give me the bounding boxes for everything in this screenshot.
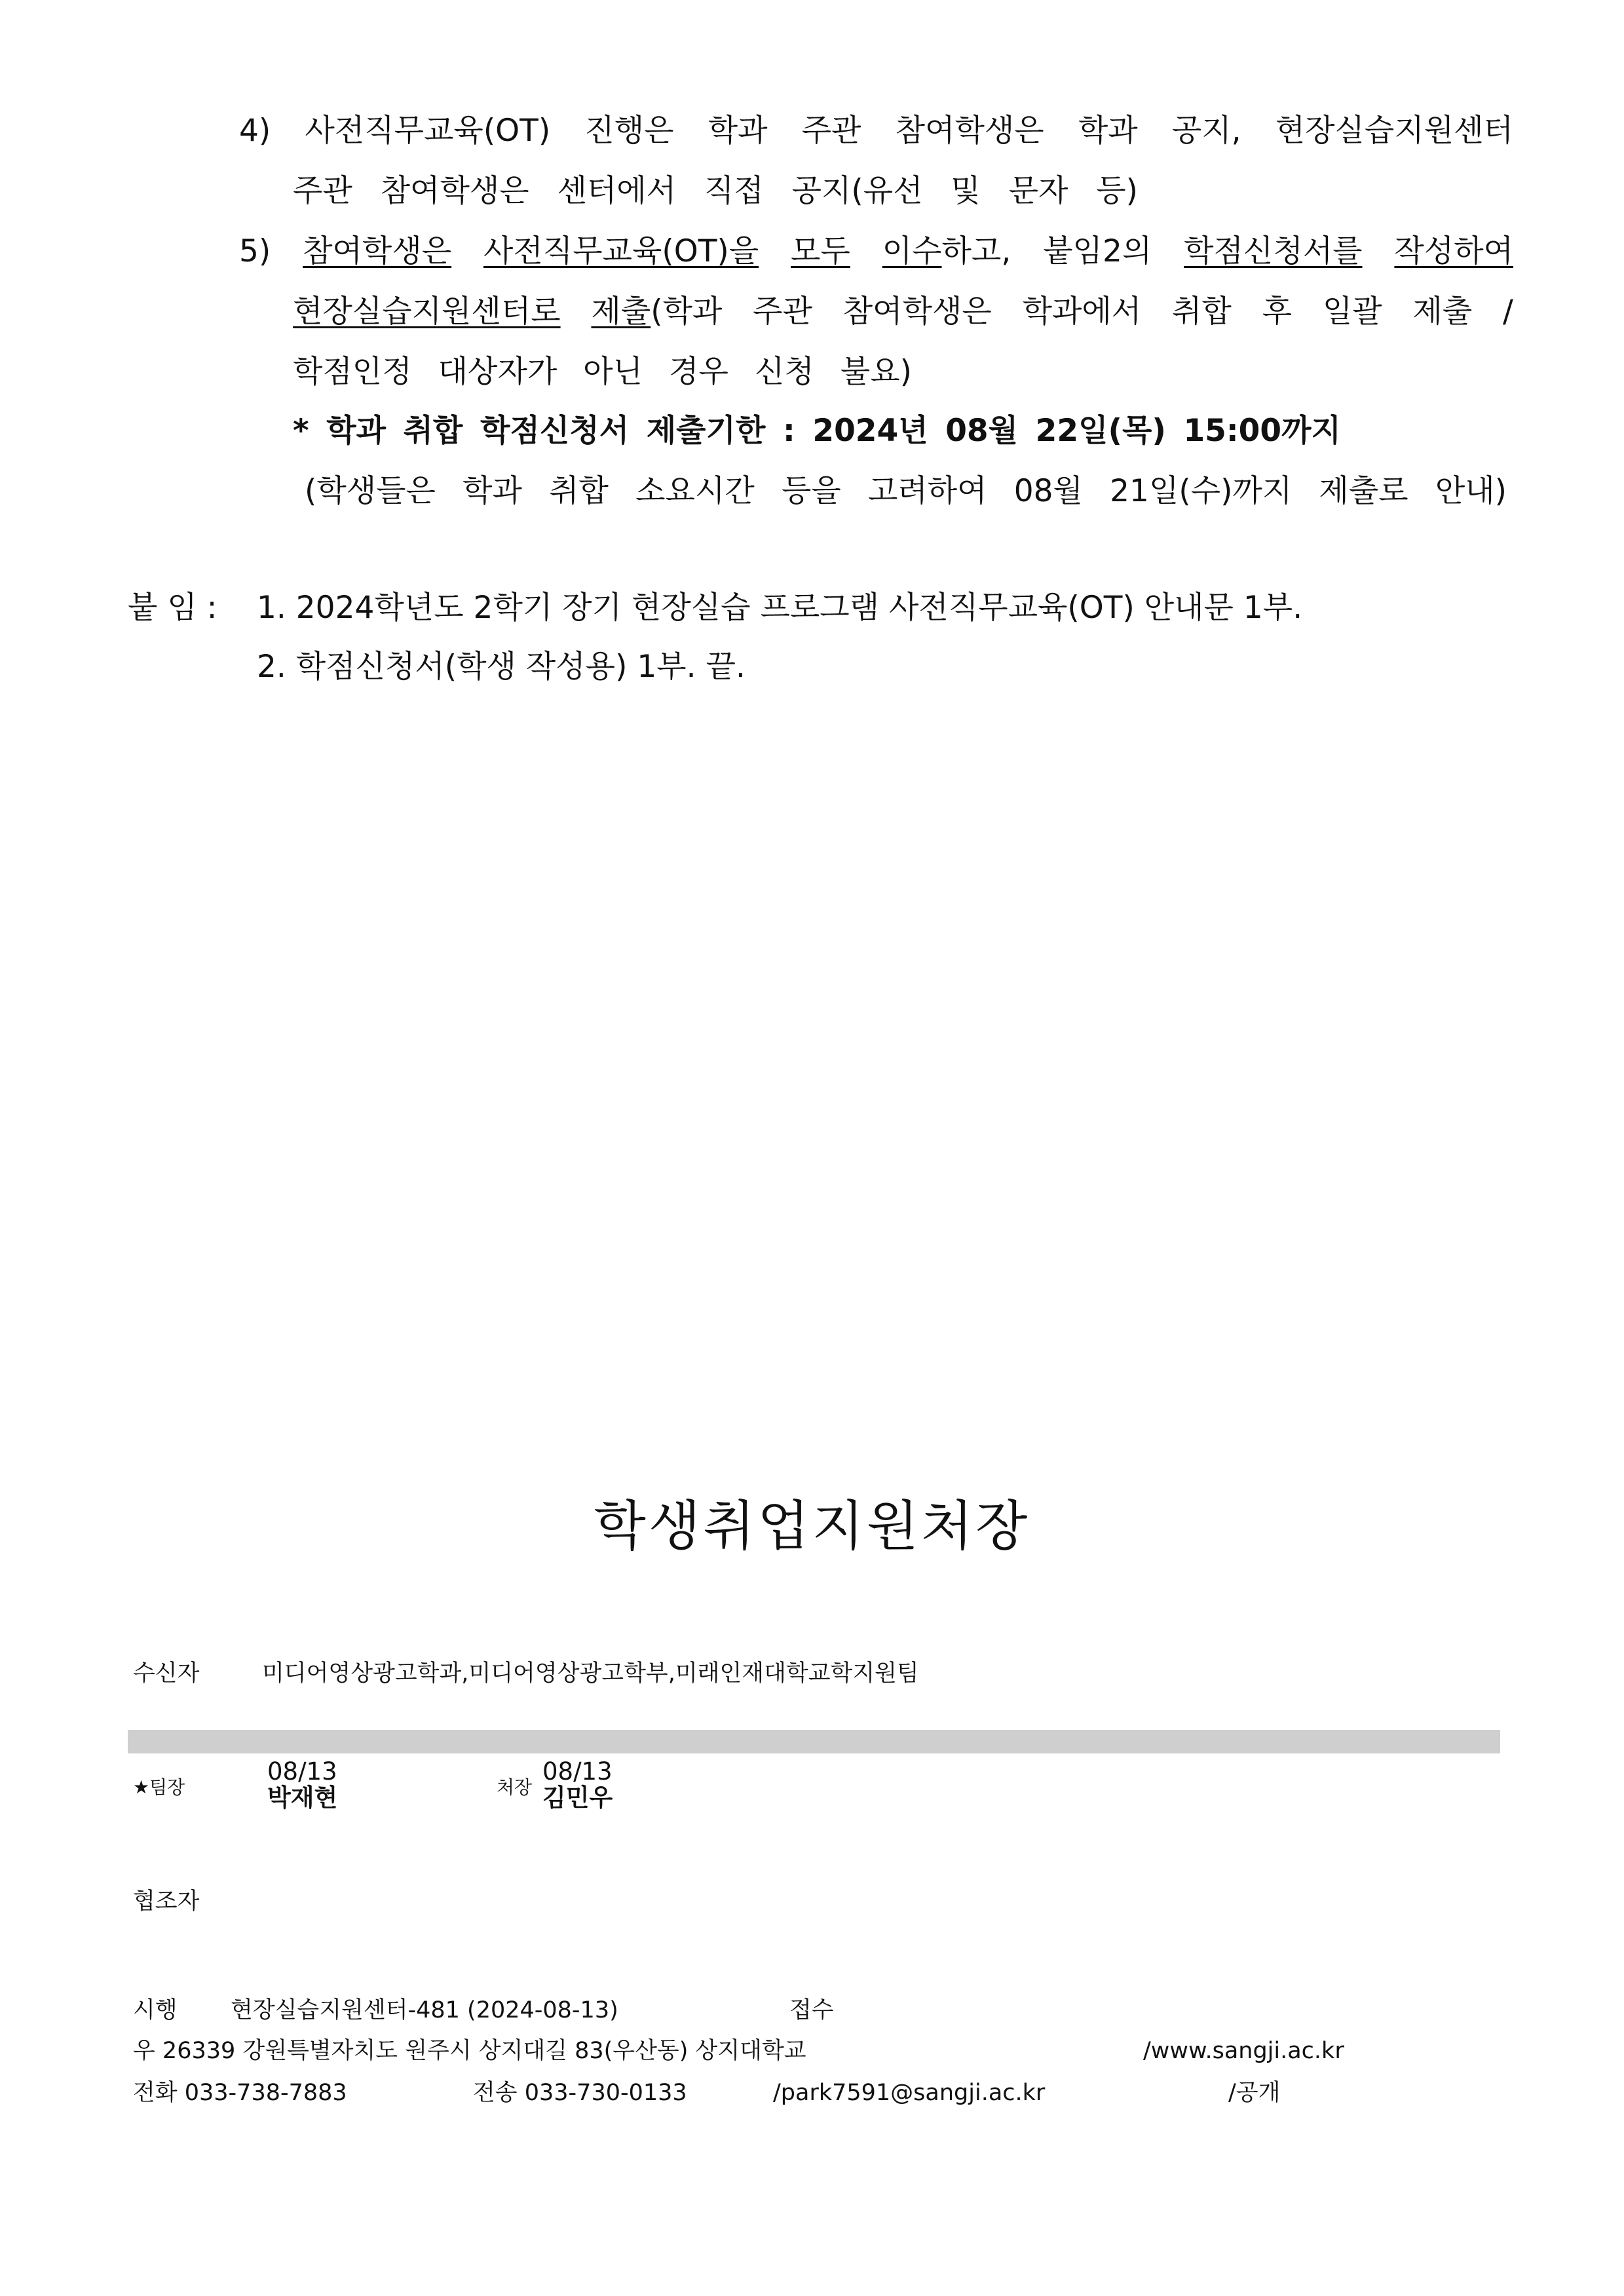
issuing-office: 학생취업지원처장: [594, 1495, 1030, 1558]
word: 아닌: [583, 354, 643, 390]
word: 2024년: [812, 413, 928, 449]
item-5-line-3: [293, 353, 912, 392]
word: 경우: [669, 354, 728, 390]
word: *: [293, 413, 309, 449]
word: 이수하고,: [882, 233, 1011, 269]
cooperator-label: 협조자: [133, 1888, 200, 1915]
word: 학과: [708, 113, 768, 149]
signer-1-name: 박재현: [267, 1784, 338, 1812]
word: 일괄: [1322, 294, 1382, 330]
word: 22일(목): [1035, 413, 1166, 449]
attachment-label: 붙 임 :: [128, 590, 217, 626]
word: 학과: [463, 473, 522, 509]
word: 모두: [791, 233, 850, 269]
signer-2-date: 08/13: [542, 1757, 613, 1786]
word: 08월: [945, 413, 1019, 449]
word: 참여학생은: [303, 233, 452, 269]
word: 불요): [840, 354, 912, 390]
word: 공지(유선: [791, 173, 923, 209]
recipients-label: 수신자: [133, 1660, 200, 1687]
word: 안내): [1435, 473, 1507, 509]
word: 제출: [1412, 294, 1473, 330]
recipients-value: 미디어영상광고학과,미디어영상광고학부,미래인재대학교학지원팀: [262, 1660, 919, 1687]
signer-1-role: ★팀장: [133, 1776, 185, 1798]
address-text: 우 26339 강원특별자치도 원주시 상지대길 83(우산동) 상지대학교: [133, 2038, 806, 2064]
word: 등): [1096, 173, 1138, 209]
word: 진행은: [584, 113, 674, 149]
attachment-item-2: 2. 학점신청서(학생 작성용) 1부. 끝.: [257, 649, 746, 685]
word: 학과: [1078, 113, 1138, 149]
word: 4): [239, 113, 271, 149]
word: 참여학생은: [380, 173, 529, 209]
signer-2-role: 처장: [497, 1776, 533, 1798]
word: 15:00까지: [1183, 413, 1341, 449]
item-5-line-2: [293, 292, 1513, 332]
word: 학점신청서: [480, 413, 630, 449]
email-link[interactable]: /park7591@sangji.ac.kr: [773, 2080, 1046, 2106]
word: 제출(학과: [591, 294, 723, 330]
deadline-guidance: [305, 472, 1507, 511]
fax-number: 전송 033-730-0133: [473, 2080, 687, 2106]
word: 문자: [1008, 173, 1068, 209]
word: :: [782, 413, 795, 449]
word: 주관: [293, 173, 352, 209]
word: 등을: [781, 473, 841, 509]
disclosure-status: /공개: [1228, 2080, 1281, 2106]
attachment-item-1: 1. 2024학년도 2학기 장기 현장실습 프로그램 사전직무교육(OT) 안내문 1부.: [257, 590, 1303, 626]
item-4-line-1: [239, 111, 1513, 151]
word: 제출기한: [646, 413, 766, 449]
word: 사전직무교육(OT)을: [483, 233, 759, 269]
document-number: 현장실습지원센터-481 (2024-08-13): [231, 1997, 618, 2023]
signer-1-date: 08/13: [267, 1757, 337, 1786]
receipt-label: 접수: [789, 1997, 834, 2023]
phone-number: 전화 033-738-7883: [133, 2080, 347, 2106]
word: 직접: [704, 173, 764, 209]
word: 주관: [801, 113, 861, 149]
word: 현장실습지원센터로: [293, 294, 561, 330]
word: 현장실습지원센터: [1275, 113, 1513, 149]
item-5-line-1: [239, 232, 1513, 271]
word: 신청: [754, 354, 814, 390]
word: 취합: [549, 473, 609, 509]
word: 고려하여: [867, 473, 987, 509]
word: 센터에서: [557, 173, 677, 209]
word: 학과: [326, 413, 387, 449]
word: 학과에서: [1022, 294, 1142, 330]
word: 08월: [1013, 473, 1083, 509]
word: 참여학생은: [842, 294, 992, 330]
word: 작성하여: [1394, 233, 1513, 269]
word: 참여학생은: [895, 113, 1044, 149]
word: 대상자가: [438, 354, 557, 390]
word: 사전직무교육(OT): [305, 113, 551, 149]
divider-bar: [128, 1730, 1500, 1753]
word: 주관: [753, 294, 812, 330]
enforcement-label: 시행: [133, 1997, 178, 2023]
word: /: [1503, 294, 1513, 330]
word: 5): [239, 233, 271, 269]
word: 학점인정: [293, 354, 412, 390]
word: 취합: [1172, 294, 1232, 330]
word: 후: [1262, 294, 1293, 330]
word: 제출로: [1319, 473, 1408, 509]
signer-2-name: 김민우: [542, 1784, 613, 1812]
word: 21일(수)까지: [1110, 473, 1293, 509]
word: 공지,: [1171, 113, 1241, 149]
word: 소요시간: [635, 473, 755, 509]
word: 학점신청서를: [1184, 233, 1363, 269]
word: (학생들은: [305, 473, 436, 509]
website-link[interactable]: /www.sangji.ac.kr: [1143, 2038, 1344, 2064]
word: 붙임2의: [1043, 233, 1152, 269]
item-4-line-2: [293, 172, 1138, 211]
deadline-note: [293, 411, 1341, 451]
word: 취합: [403, 413, 463, 449]
word: 및: [951, 173, 981, 209]
